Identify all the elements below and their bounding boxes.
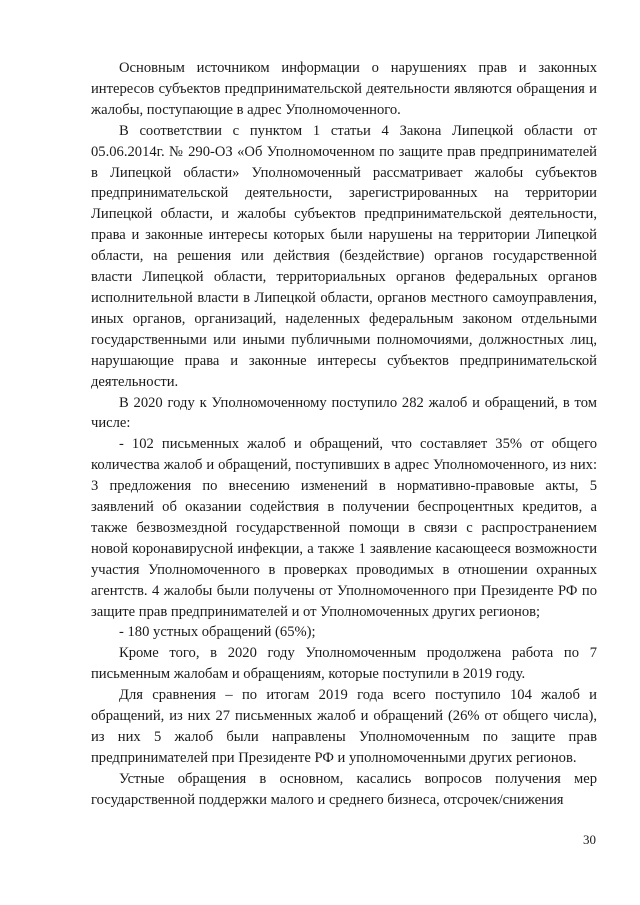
paragraph-oral-topics: Устные обращения в основном, касались вопросов получения мер государственной поддержки малого и среднего бизнеса, отсрочек/снижения xyxy=(91,770,597,808)
page-number: 30 xyxy=(583,832,596,847)
body-text xyxy=(91,58,597,811)
paragraph-legal-basis: В соответствии с пунктом 1 статьи 4 Закона Липецкой области от 05.06.2014г. № 290-ОЗ «Об Уполномоченном по защите прав предпринимателей в Липецкой области» Уполномоченный рассматривает жалобы субъектов предпринимательской деятельности, зарегистрированных на территории Липецкой области, и жалобы субъектов предпринимательской деятельности, права и законные интересы которых были нарушены на территории Липецкой области, на решения или действия (бездействие) органов государственной власти Липецкой области, территориальных органов федеральных органов исполнительной власти в Липецкой области, органов местного самоуправления, иных органов, организаций, наделенных федеральным законом отдельными государственными или иными публичными полномочиями, должностных лиц, нарушающие права и законные интересы субъектов предпринимательской деятельности. xyxy=(91,122,597,390)
paragraph-sources: Основным источником информации о нарушениях прав и законных интересов субъектов предпринимательской деятельности являются обращения и жалобы, поступающие в адрес Уполномоченного. xyxy=(91,60,597,118)
paragraph-2019-comparison: Для сравнения – по итогам 2019 года всего поступило 104 жалоб и обращений, из них 27 письменных жалоб и обращений (26% от общего числа), из них 5 жалоб были направлены Уполномоченным по защите прав предпринимателей при Президенте РФ и уполномоченными других регионов. xyxy=(91,687,597,766)
paragraph-continued-work: Кроме того, в 2020 году Уполномоченным продолжена работа по 7 письменным жалобам и обращениям, которые поступили в 2019 году. xyxy=(91,645,597,683)
paragraph-written-complaints: - 102 письменных жалоб и обращений, что составляет 35% от общего количества жалоб и обращений, поступивших в адрес Уполномоченного, из них: 3 предложения по внесению изменений в нормативно-правовые акты, 5 заявлений об оказании содействия в получении беспроцентных кредитов, а также безвозмездной государственной помощи в связи с распространением новой коронавирусной инфекции, а также 1 заявление касающееся возможности участия Уполномоченного в проверках проводимых в отношении охранных агентств. 4 жалобы были получены от Уполномоченного при Президенте РФ по защите прав предпринимателей и от Уполномоченных других регионов; xyxy=(91,436,597,620)
paragraph-oral-complaints: - 180 устных обращений (65%); xyxy=(119,624,316,641)
paragraph-2020-total: В 2020 году к Уполномоченному поступило 282 жалоб и обращений, в том числе: xyxy=(91,394,597,432)
